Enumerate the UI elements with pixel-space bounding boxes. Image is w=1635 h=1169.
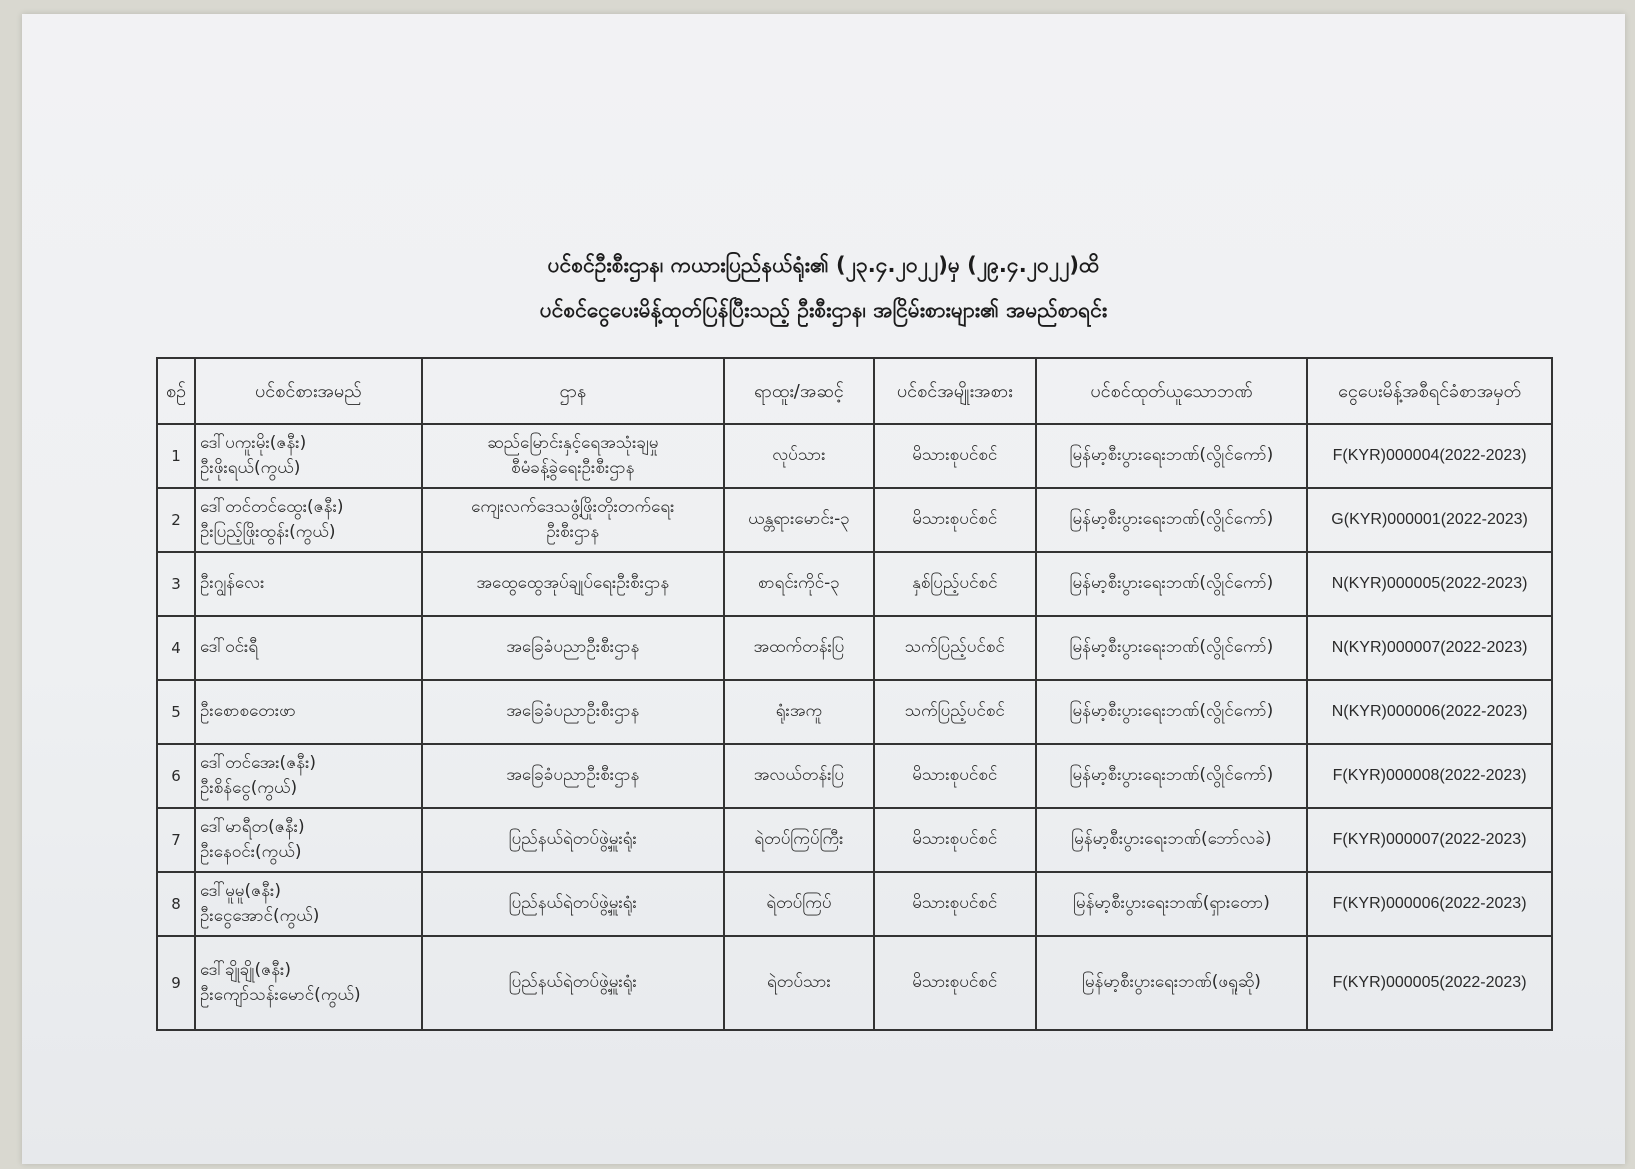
name-line1: ဒေါ်ပကူးမိုး(ဇနီး) — [199, 432, 307, 453]
row-name — [195, 424, 422, 488]
row-order-number: N(KYR)000006(2022-2023) — [1307, 680, 1552, 744]
table-row — [157, 680, 1552, 744]
row-no: 1 — [157, 424, 195, 488]
document-title-line2: ပင်စင်ငွေပေးမိန့်ထုတ်ပြန်ပြီးသည့် ဦးစီးဌာန၊ အငြိမ်းစားများ၏ အမည်စာရင်း — [539, 298, 1108, 322]
header-rank: ရာထူး/အဆင့် — [724, 358, 874, 424]
row-rank: ယန္တရားမောင်း-၃ — [724, 488, 874, 552]
name-line2: ဦးငွေအောင်(ကွယ်) — [199, 906, 320, 926]
row-no: 2 — [157, 488, 195, 552]
row-paying-bank: မြန်မာ့စီးပွားရေးဘဏ်(ဘော်လခဲ) — [1036, 808, 1307, 872]
table-row — [157, 872, 1552, 936]
office-line1: ပြည်နယ်ရဲတပ်ဖွဲ့မှူးရုံး — [508, 893, 637, 914]
row-name — [195, 616, 422, 680]
row-rank: ရုံးအကူ — [724, 680, 874, 744]
row-paying-bank: မြန်မာ့စီးပွားရေးဘဏ်(လွိုင်ကော်) — [1036, 424, 1307, 488]
header-name: ပင်စင်စားအမည် — [195, 358, 422, 424]
office-line1: အထွေထွေအုပ်ချုပ်ရေးဦးစီးဌာန — [476, 573, 670, 594]
row-paying-bank: မြန်မာ့စီးပွားရေးဘဏ်(လွိုင်ကော်) — [1036, 744, 1307, 808]
row-paying-bank: မြန်မာ့စီးပွားရေးဘဏ်(လွိုင်ကော်) — [1036, 488, 1307, 552]
row-office — [422, 872, 724, 936]
name-line2: ဦးကျော်သန်းမောင်(ကွယ်) — [199, 985, 361, 1005]
name-line1: ဒေါ်တင်အေး(ဇနီး) — [199, 752, 317, 773]
row-name — [195, 744, 422, 808]
row-paying-bank: မြန်မာ့စီးပွားရေးဘဏ်(ဖရူဆို) — [1036, 936, 1307, 1030]
row-no: 6 — [157, 744, 195, 808]
row-no: 8 — [157, 872, 195, 936]
row-pension-type: နှစ်ပြည့်ပင်စင် — [874, 552, 1036, 616]
table-row — [157, 936, 1552, 1030]
office-line1: အခြေခံပညာဦးစီးဌာန — [506, 765, 640, 786]
row-rank: လုပ်သား — [724, 424, 874, 488]
name-line2: ဦးနေဝင်း(ကွယ်) — [199, 842, 302, 862]
row-office — [422, 808, 724, 872]
row-pension-type: မိသားစုပင်စင် — [874, 488, 1036, 552]
row-no: 4 — [157, 616, 195, 680]
name-line1: ဦးစောစတေးဖာ — [199, 701, 296, 722]
row-name — [195, 808, 422, 872]
office-line1: ကျေးလက်ဒေသဖွံ့ဖြိုးတိုးတက်ရေး — [471, 496, 675, 517]
row-office — [422, 936, 724, 1030]
row-order-number: N(KYR)000007(2022-2023) — [1307, 616, 1552, 680]
name-line1: ဒေါ်တင်တင်ထွေး(ဇနီး) — [199, 496, 344, 517]
table-row — [157, 616, 1552, 680]
row-no: 5 — [157, 680, 195, 744]
table-header-row — [157, 358, 1552, 424]
row-pension-type: မိသားစုပင်စင် — [874, 744, 1036, 808]
row-paying-bank: မြန်မာ့စီးပွားရေးဘဏ်(ရှားတော) — [1036, 872, 1307, 936]
row-order-number: F(KYR)000005(2022-2023) — [1307, 936, 1552, 1030]
row-order-number: F(KYR)000008(2022-2023) — [1307, 744, 1552, 808]
row-paying-bank: မြန်မာ့စီးပွားရေးဘဏ်(လွိုင်ကော်) — [1036, 552, 1307, 616]
name-line1: ဒေါ်မူမူ(ဇနီး) — [199, 880, 281, 901]
row-order-number: N(KYR)000005(2022-2023) — [1307, 552, 1552, 616]
row-order-number: F(KYR)000004(2022-2023) — [1307, 424, 1552, 488]
row-rank: ရဲတပ်ကြပ် — [724, 872, 874, 936]
row-office — [422, 616, 724, 680]
name-line2: ဦးစိန်ငွေ(ကွယ်) — [199, 778, 298, 798]
office-line2: ဦးစီးဌာန — [546, 522, 600, 542]
pensioner-table — [156, 357, 1553, 1031]
name-line1: ဒေါ်ဝင်းရီ — [199, 637, 259, 658]
header-paying-bank: ပင်စင်ထုတ်ယူသောဘဏ် — [1036, 358, 1307, 424]
row-no: 9 — [157, 936, 195, 1030]
table-row — [157, 488, 1552, 552]
row-rank: အထက်တန်းပြ — [724, 616, 874, 680]
document-title-line1: ပင်စင်ဦးစီးဌာန၊ ကယားပြည်နယ်ရုံး၏ (၂၃.၄.၂၀၂၂)မှ (၂၉.၄.၂၀၂၂)ထိ — [547, 253, 1100, 277]
office-line2: စီမံခန့်ခွဲရေးဦးစီးဌာန — [511, 458, 635, 478]
header-order-number: ငွေပေးမိန့်အစီရင်ခံစာအမှတ် — [1307, 358, 1552, 424]
office-line1: ပြည်နယ်ရဲတပ်ဖွဲ့မှူးရုံး — [508, 829, 637, 850]
row-order-number: G(KYR)000001(2022-2023) — [1307, 488, 1552, 552]
row-name — [195, 488, 422, 552]
table-row — [157, 744, 1552, 808]
name-line2: ဦးဖိုးရယ်(ကွယ်) — [199, 458, 301, 478]
row-paying-bank: မြန်မာ့စီးပွားရေးဘဏ်(လွိုင်ကော်) — [1036, 616, 1307, 680]
row-no: 3 — [157, 552, 195, 616]
name-line1: ဦးဂျွန်လေး — [199, 573, 265, 594]
name-line2: ဦးပြည့်ဖြိုးထွန်း(ကွယ်) — [199, 522, 336, 542]
office-line1: ဆည်မြောင်းနှင့်ရေအသုံးချမှု — [487, 432, 659, 453]
row-no: 7 — [157, 808, 195, 872]
row-pension-type: မိသားစုပင်စင် — [874, 808, 1036, 872]
row-pension-type: မိသားစုပင်စင် — [874, 936, 1036, 1030]
office-line1: အခြေခံပညာဦးစီးဌာန — [506, 701, 640, 722]
office-line1: အခြေခံပညာဦးစီးဌာန — [506, 637, 640, 658]
header-pension-type: ပင်စင်အမျိုးအစား — [874, 358, 1036, 424]
header-no: စဉ် — [157, 358, 195, 424]
row-name — [195, 872, 422, 936]
row-order-number: F(KYR)000007(2022-2023) — [1307, 808, 1552, 872]
row-rank: စာရင်းကိုင်-၃ — [724, 552, 874, 616]
row-rank: အလယ်တန်းပြ — [724, 744, 874, 808]
row-office — [422, 424, 724, 488]
office-line1: ပြည်နယ်ရဲတပ်ဖွဲ့မှူးရုံး — [508, 972, 637, 993]
table-row — [157, 808, 1552, 872]
header-office: ဌာန — [422, 358, 724, 424]
row-paying-bank: မြန်မာ့စီးပွားရေးဘဏ်(လွိုင်ကော်) — [1036, 680, 1307, 744]
name-line1: ဒေါ်ချိုချို(ဇနီး) — [199, 959, 291, 980]
row-office — [422, 680, 724, 744]
row-name — [195, 552, 422, 616]
row-pension-type: မိသားစုပင်စင် — [874, 424, 1036, 488]
paper-sheet — [22, 14, 1625, 1164]
table-row — [157, 552, 1552, 616]
row-office — [422, 488, 724, 552]
table-row — [157, 424, 1552, 488]
row-office — [422, 552, 724, 616]
row-order-number: F(KYR)000006(2022-2023) — [1307, 872, 1552, 936]
row-rank: ရဲတပ်ကြပ်ကြီး — [724, 808, 874, 872]
row-rank: ရဲတပ်သား — [724, 936, 874, 1030]
row-name — [195, 680, 422, 744]
row-office — [422, 744, 724, 808]
name-line1: ဒေါ်မာရီတ(ဇနီး) — [199, 816, 305, 837]
row-pension-type: သက်ပြည့်ပင်စင် — [874, 616, 1036, 680]
row-pension-type: သက်ပြည့်ပင်စင် — [874, 680, 1036, 744]
row-name — [195, 936, 422, 1030]
row-pension-type: မိသားစုပင်စင် — [874, 872, 1036, 936]
